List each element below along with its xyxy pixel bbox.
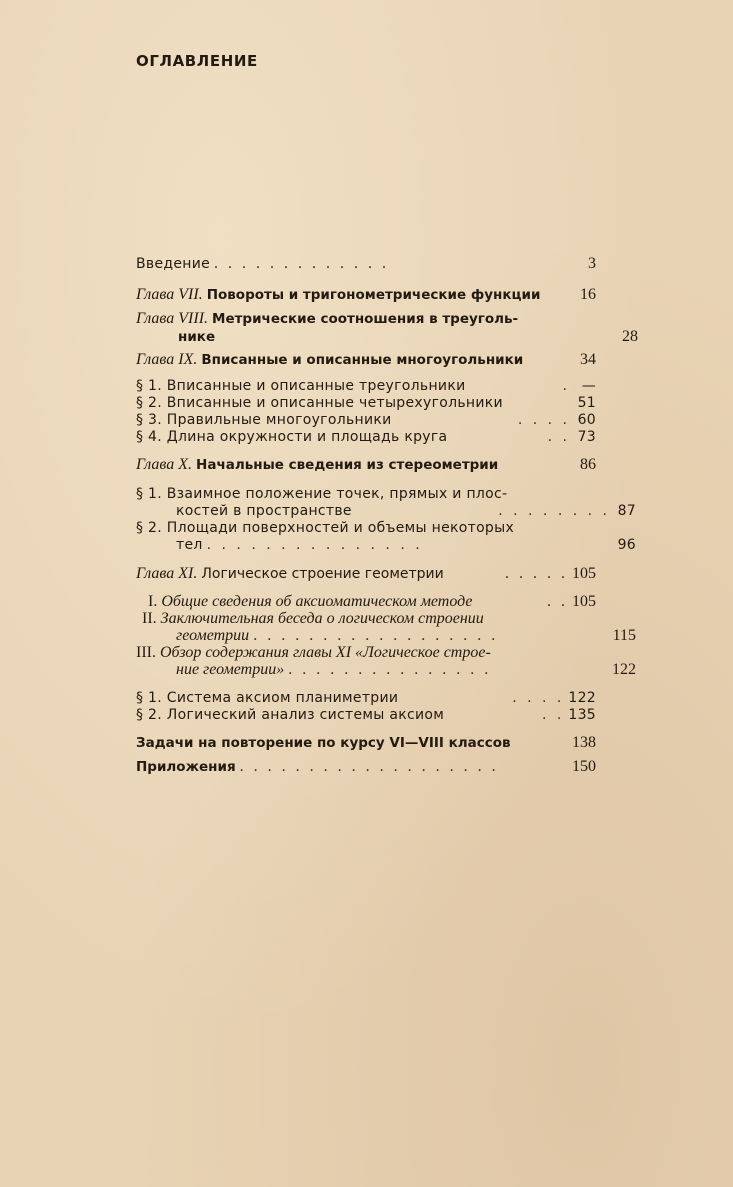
toc-entry-chapter-8-cont (136, 327, 638, 347)
toc-prefix: Глава VIII. (136, 310, 209, 327)
toc-page: 87 (617, 503, 636, 519)
toc-prefix: § 3. (136, 412, 163, 428)
toc-entry-chapter-7 (136, 285, 596, 305)
toc-leader: . . (547, 429, 570, 445)
toc-page: 51 (577, 395, 596, 411)
toc-title: Правильные многоугольники (166, 412, 392, 428)
toc-leader: . . . . . (505, 565, 568, 582)
toc-leader: . . . . (517, 412, 570, 428)
toc-page: 86 (580, 456, 596, 473)
page-heading: ОГЛАВЛЕНИЕ (136, 52, 258, 70)
toc-prefix: § 4. (136, 429, 163, 445)
toc-prefix: § 1. (136, 690, 163, 706)
toc-title: Метрические соотношения в треуголь- (212, 311, 519, 327)
toc-prefix: I. (148, 593, 158, 610)
toc-entry-9-4 (136, 427, 596, 447)
toc-prefix: § 2. (136, 395, 163, 411)
toc-page: 73 (577, 429, 596, 445)
toc-leader: . . . . . . . . (498, 503, 610, 519)
toc-page: 122 (612, 661, 636, 678)
toc-entry-10-2-cont (136, 535, 636, 555)
toc-page: 115 (612, 627, 636, 644)
toc-entry-review-problems (136, 733, 596, 753)
toc-leader: . . (547, 593, 568, 610)
toc-leader: . . . . (512, 690, 565, 706)
toc-title: Введение (136, 256, 211, 272)
toc-entry-chapter-8 (136, 309, 596, 329)
toc-entry-introduction (136, 254, 596, 274)
toc-title: Вписанные и описанные четырехугольники (166, 395, 503, 411)
toc-title: Задачи на повторение по курсу VI—VIII классов (136, 735, 511, 751)
toc-page: — (581, 378, 596, 394)
toc-prefix: Глава VII. (136, 286, 203, 303)
toc-entry-chapter-11 (136, 564, 596, 584)
toc-title: Заключительная беседа о логическом строении (160, 610, 484, 627)
toc-page: 138 (572, 734, 596, 751)
toc-title: Длина окружности и площадь круга (166, 429, 448, 445)
toc-leader: . . . . . . . . . . . . . . . . . . (253, 627, 499, 644)
toc-page: 122 (568, 690, 596, 706)
toc-prefix: III. (136, 644, 156, 661)
toc-leader: . (562, 378, 570, 394)
toc-leader: . . . . . . . . . . . . . . . (288, 661, 492, 678)
toc-prefix: § 2. (136, 707, 163, 723)
toc-title: геометрии (176, 627, 250, 644)
toc-title: нике (178, 329, 216, 345)
toc-title: Площади поверхностей и объемы некоторых (166, 520, 515, 536)
toc-page: 150 (572, 758, 596, 775)
toc-entry-11-III-cont (136, 660, 636, 680)
toc-entry-chapter-9 (136, 350, 596, 370)
toc-title: Начальные сведения из стереометрии (196, 457, 499, 473)
toc-prefix: II. (142, 610, 157, 627)
toc-prefix: Глава IX. (136, 351, 198, 368)
toc-title: костей в пространстве (176, 503, 352, 519)
toc-page: 105 (572, 593, 596, 610)
toc-leader: . . (542, 707, 565, 723)
toc-prefix: § 1. (136, 378, 163, 394)
toc-title: Общие сведения об аксиоматическом методе (161, 593, 473, 610)
toc-page: 3 (588, 255, 596, 272)
toc-entry-appendices (136, 757, 596, 777)
toc-prefix: Глава XI. (136, 565, 198, 582)
toc-prefix: § 2. (136, 520, 163, 536)
toc-title: Логический анализ системы аксиом (166, 707, 445, 723)
toc-title: тел (176, 537, 203, 553)
toc-page: 135 (568, 707, 596, 723)
toc-title: Вписанные и описанные треугольники (166, 378, 466, 394)
toc-entry-11-2 (136, 705, 596, 725)
toc-title: Повороты и тригонометрические функции (206, 287, 541, 303)
toc-page: 16 (580, 286, 596, 303)
toc-title: Система аксиом планиметрии (166, 690, 399, 706)
toc-page: 28 (622, 328, 638, 345)
toc-prefix: Глава X. (136, 456, 193, 473)
toc-page: 34 (580, 351, 596, 368)
toc-title: Вписанные и описанные многоугольники (201, 352, 524, 368)
toc-leader: . . . . . . . . . . . . . . . . . . . (239, 758, 499, 775)
toc-page: 60 (577, 412, 596, 428)
toc-page: 105 (572, 565, 596, 582)
toc-entry-chapter-10 (136, 455, 596, 475)
toc-leader: . . . . . . . . . . . . . (214, 255, 390, 272)
toc-title: Логическое строение геометрии (201, 566, 444, 582)
toc-leader: . . . . . . . . . . . . . . . (206, 537, 423, 553)
toc-title: Обзор содержания главы XI «Логическое строе- (159, 644, 491, 661)
toc-title: Приложения (136, 759, 236, 775)
toc-title: Взаимное положение точек, прямых и плос- (166, 486, 508, 502)
toc-prefix: § 1. (136, 486, 163, 502)
toc-title: ние геометрии» (176, 661, 285, 678)
toc-page: 96 (617, 537, 636, 553)
